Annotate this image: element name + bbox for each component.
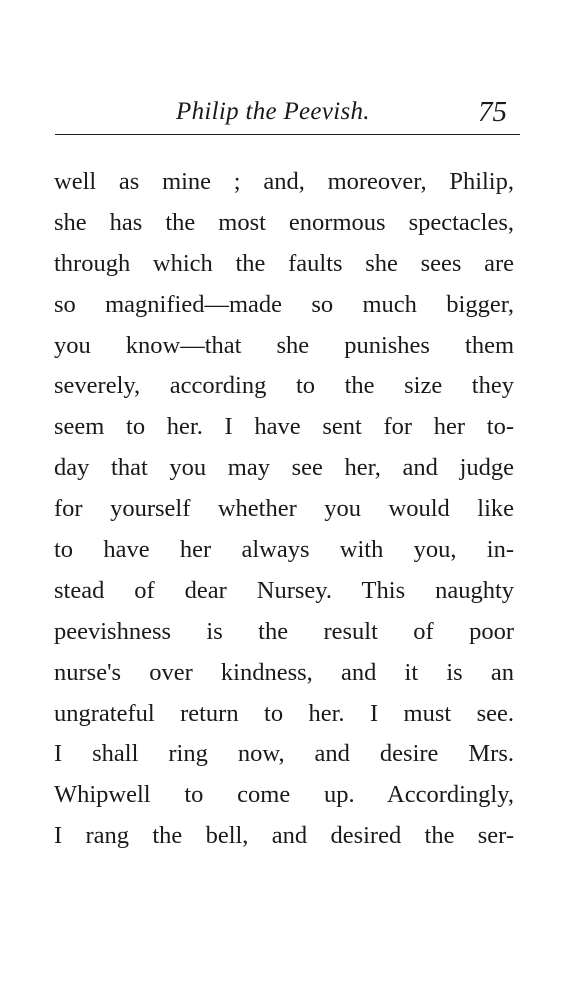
body-text [54, 162, 514, 857]
header-rule [55, 134, 520, 135]
text-line: for yourself whether you would like [54, 495, 514, 523]
text-line: you know—that she punishes them [54, 331, 514, 359]
running-title: Philip the Peevish. [176, 98, 370, 125]
text-line: nurse's over kindness, and it is an [54, 658, 514, 686]
text-line: seem to her. I have sent for her to- [54, 413, 514, 441]
text-line: so magnified—made so much bigger, [54, 290, 514, 318]
text-line: she has the most enormous spectacles, [54, 208, 514, 236]
text-line: well as mine ; and, moreover, Philip, [54, 168, 514, 195]
text-line: day that you may see her, and judge [54, 454, 514, 482]
text-line: peevishness is the result of poor [54, 617, 514, 645]
text-line: through which the faults she sees are [54, 249, 514, 277]
text-line: Whipwell to come up. Accordingly, [54, 781, 514, 809]
text-line: stead of dear Nursey. This naughty [54, 576, 514, 604]
page-number: 75 [478, 96, 507, 128]
text-line: to have her always with you, in- [54, 536, 514, 564]
text-line: I rang the bell, and desired the ser- [54, 822, 514, 850]
text-line: I shall ring now, and desire Mrs. [54, 740, 514, 768]
running-header [0, 92, 582, 132]
text-line: severely, according to the size they [54, 372, 514, 400]
text-line: ungrateful return to her. I must see. [54, 699, 514, 727]
